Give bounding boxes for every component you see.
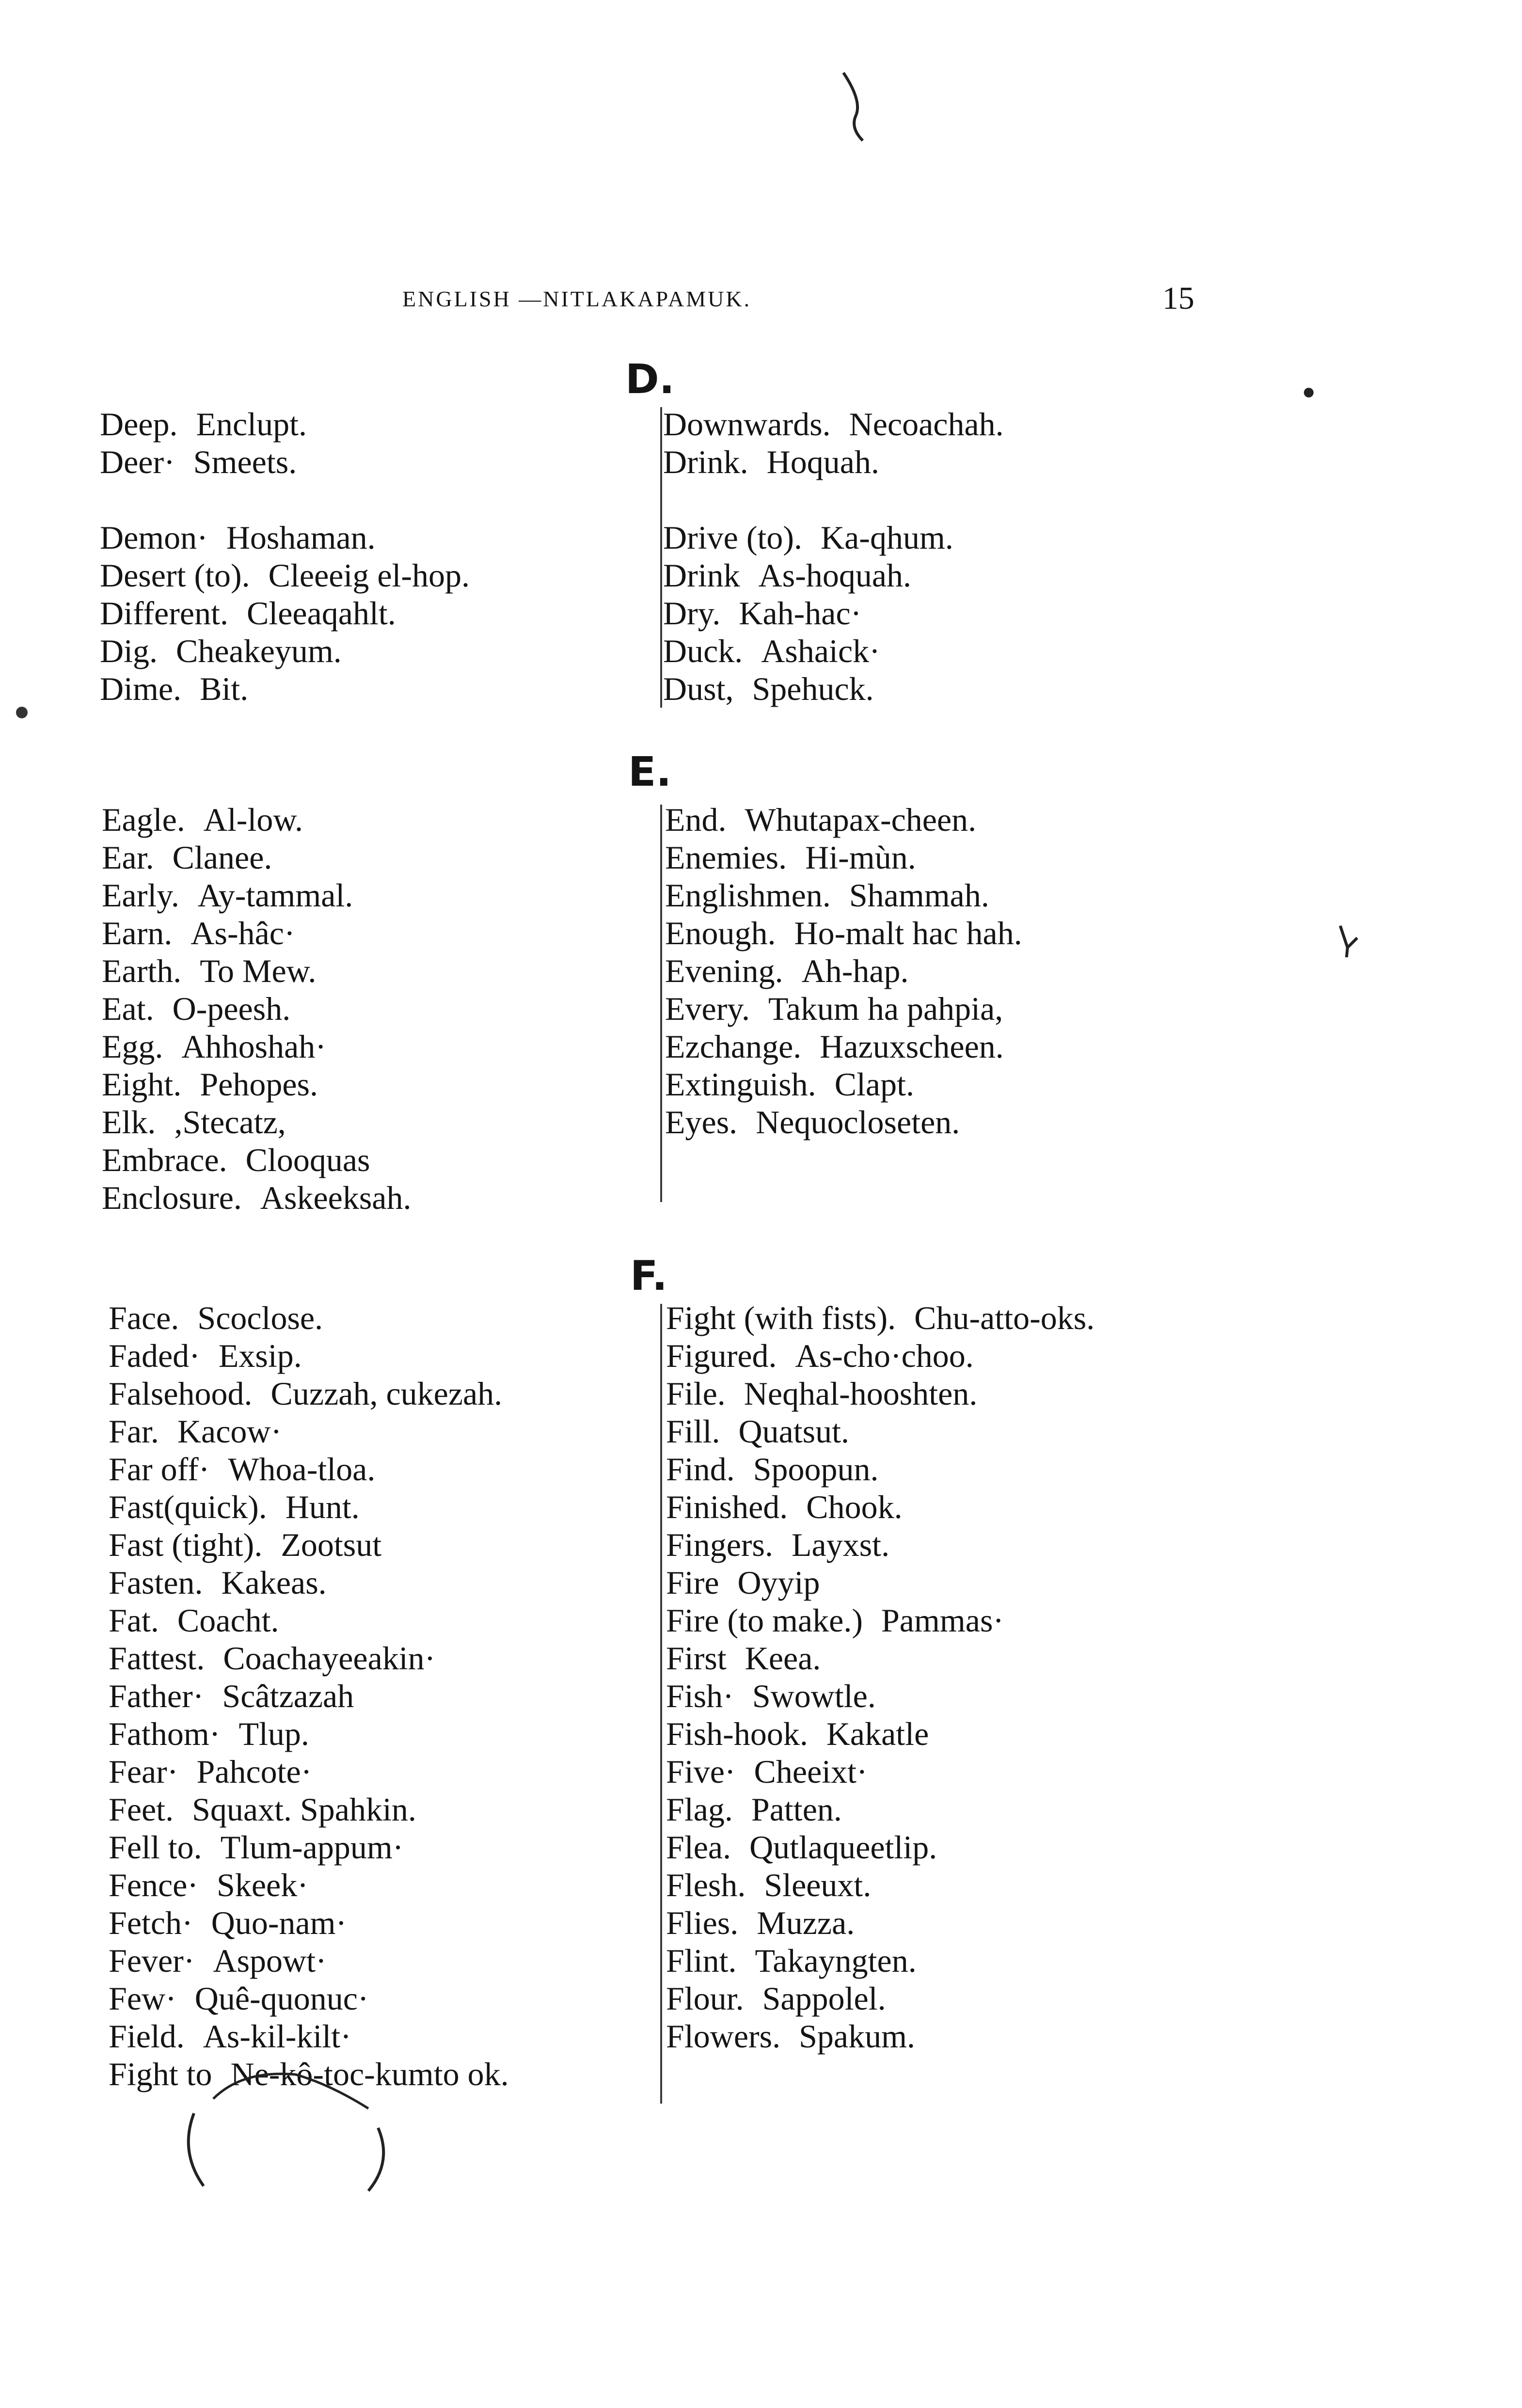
english-word: Eat. [102,990,154,1027]
nitlakapamuk-word: As-hoquah. [758,557,912,594]
nitlakapamuk-word: Hoshaman. [226,519,376,556]
english-word: Fight (with fists). [666,1299,896,1336]
dictionary-entry [100,556,470,594]
nitlakapamuk-word: Cleeeig el-hop. [268,557,470,594]
english-word: Flies. [666,1904,739,1941]
nitlakapamuk-word: Ka-qhum. [821,519,953,556]
english-word: Flea. [666,1829,731,1866]
dictionary-entry [109,1412,509,1450]
dictionary-entry [109,1715,509,1753]
dictionary-entry [102,990,411,1028]
nitlakapamuk-word: Clooquas [245,1141,370,1178]
dictionary-entry [663,519,1004,556]
nitlakapamuk-word: Pehopes. [200,1066,318,1103]
english-word: Enclosure. [102,1179,242,1216]
nitlakapamuk-word: Askeeksah. [260,1179,412,1216]
dictionary-entry [100,632,470,670]
nitlakapamuk-word: Qutlaqueetlip. [749,1829,937,1866]
dictionary-entry [109,2017,509,2055]
dictionary-entry [663,594,1004,632]
dictionary-entry [666,1412,1094,1450]
nitlakapamuk-word: Shammah. [849,877,989,914]
dictionary-entry [102,839,411,876]
english-word: Far. [109,1413,159,1450]
nitlakapamuk-word: Quo-nam· [211,1904,347,1941]
section-e-right-column [665,801,1022,1141]
dictionary-entry [102,1179,411,1217]
english-word: Early. [102,877,179,914]
nitlakapamuk-word: Tlup. [238,1715,309,1752]
english-word: Fingers. [666,1526,773,1563]
english-word: Flag. [666,1791,733,1828]
english-word: Ear. [102,839,154,876]
section-heading-d: D. [625,355,675,403]
nitlakapamuk-word: Spakum. [799,2018,916,2055]
nitlakapamuk-word: To Mew. [200,952,317,989]
dictionary-entry [665,1028,1022,1065]
english-word: Earth. [102,952,182,989]
dictionary-entry [666,1828,1094,1866]
nitlakapamuk-word: Kacow· [177,1413,282,1450]
dictionary-entry [102,1028,411,1065]
nitlakapamuk-word: As-kil-kilt· [203,2018,351,2055]
dictionary-entry [666,1753,1094,1790]
dictionary-entry [102,1065,411,1103]
dictionary-entry [109,1753,509,1790]
nitlakapamuk-word: Pahcote· [196,1753,312,1790]
dictionary-entry [109,1488,509,1526]
column-divider-f [660,1304,662,2104]
nitlakapamuk-word: Hunt. [285,1489,360,1525]
column-divider-e [660,805,662,1202]
english-word: Fight to [109,2056,212,2092]
english-word: Fever· [109,1942,195,1979]
english-word: Evening. [665,952,783,989]
nitlakapamuk-word: Bit. [200,670,249,707]
nitlakapamuk-word: Oyyip [737,1564,820,1601]
dictionary-entry [109,1942,509,1980]
dictionary-entry [665,876,1022,914]
nitlakapamuk-word: Pammas· [881,1602,1004,1639]
nitlakapamuk-word: Layxst. [792,1526,890,1563]
nitlakapamuk-word: Cleeaqahlt. [246,595,396,632]
nitlakapamuk-word: Scoclose. [197,1299,323,1336]
english-word: Finished. [666,1489,788,1525]
dictionary-entry [666,1904,1094,1942]
english-word: Fat. [109,1602,159,1639]
english-word: Drink [663,557,740,594]
english-word: Flesh. [666,1867,746,1903]
nitlakapamuk-word: Whoa-tloa. [228,1451,376,1488]
dictionary-entry [666,1677,1094,1715]
nitlakapamuk-word: Scâtzazah [222,1678,354,1714]
english-word: Fattest. [109,1640,205,1677]
ink-dot [1299,383,1318,402]
nitlakapamuk-word: Chu-atto-oks. [914,1299,1095,1336]
english-word: End. [665,801,727,838]
dictionary-entry [102,801,411,839]
english-word: Fear· [109,1753,178,1790]
english-word: Fasten. [109,1564,203,1601]
english-word: Few· [109,1980,176,2017]
dictionary-entry [666,1299,1094,1337]
dictionary-entry [666,1526,1094,1564]
dictionary-entry [663,556,1004,594]
dictionary-entry [665,914,1022,952]
english-word: Flour. [666,1980,744,2017]
dictionary-entry [666,1375,1094,1412]
english-word: Fire [666,1564,719,1601]
dictionary-entry [665,1065,1022,1103]
english-word: Fill. [666,1413,720,1450]
english-word: Dust, [663,670,734,707]
dictionary-entry [109,1980,509,2017]
nitlakapamuk-word: Smeets. [193,444,297,480]
section-heading-e: E. [628,748,672,795]
handwritten-paren-mark [834,68,872,145]
dictionary-entry [666,1942,1094,1980]
page-number: 15 [1162,281,1194,316]
english-word: Far off· [109,1451,210,1488]
nitlakapamuk-word: Kah-hac· [739,595,862,632]
english-word: Drive (to). [663,519,803,556]
english-word: First [666,1640,727,1677]
english-word: Every. [665,990,750,1027]
nitlakapamuk-word: Clanee. [172,839,272,876]
dictionary-entry [109,1299,509,1337]
nitlakapamuk-word: Patten. [751,1791,842,1828]
dictionary-entry [663,405,1004,443]
nitlakapamuk-word: Squaxt. Spahkin. [192,1791,416,1828]
nitlakapamuk-word: Kakatle [826,1715,929,1752]
nitlakapamuk-word: Ay-tammal. [197,877,353,914]
english-word: Fast (tight). [109,1526,263,1563]
nitlakapamuk-word: Muzza. [757,1904,855,1941]
dictionary-entry [666,1980,1094,2017]
english-word: Egg. [102,1028,163,1065]
nitlakapamuk-word: Hi-mùn. [805,839,916,876]
nitlakapamuk-word: Takum ha pahpia, [768,990,1003,1027]
nitlakapamuk-word: Spoopun. [753,1451,879,1488]
nitlakapamuk-word: As-cho·choo. [795,1337,974,1374]
english-word: Elk. [102,1104,156,1141]
dictionary-entry [665,801,1022,839]
dictionary-entry [100,670,470,708]
english-word: Dry. [663,595,721,632]
nitlakapamuk-word: Quê-quonuc· [194,1980,369,2017]
nitlakapamuk-word: Coachayeeakin· [223,1640,436,1677]
dictionary-entry [100,443,470,481]
dictionary-entry [665,839,1022,876]
running-head: ENGLISH —NITLAKAPAMUK. [402,286,752,311]
nitlakapamuk-word: Cuzzah, cukezah. [270,1375,503,1412]
dictionary-entry [666,1866,1094,1904]
english-word: Five· [666,1753,736,1790]
nitlakapamuk-word: Whutapax-cheen. [745,801,977,838]
margin-blot [10,698,34,727]
margin-scribble [1333,921,1362,960]
english-word: Embrace. [102,1141,227,1178]
english-word: Flowers. [666,2018,781,2055]
nitlakapamuk-word: Clapt. [834,1066,915,1103]
nitlakapamuk-word: ,Stecatz, [174,1104,286,1141]
english-word: Extinguish. [665,1066,816,1103]
nitlakapamuk-word: Ne-kô-toc-kumto ok. [230,2056,509,2092]
dictionary-entry [666,1337,1094,1375]
dictionary-entry [663,481,1004,519]
dictionary-entry [665,952,1022,990]
dictionary-entry [665,990,1022,1028]
english-word: Dime. [100,670,182,707]
nitlakapamuk-word: Sleeuxt. [764,1867,872,1903]
nitlakapamuk-word: Skeek· [217,1867,308,1903]
nitlakapamuk-word: Hoquah. [766,444,879,480]
dictionary-entry [109,1601,509,1639]
nitlakapamuk-word: Takayngten. [755,1942,917,1979]
english-word: Fish· [666,1678,734,1714]
nitlakapamuk-word: Keea. [745,1640,821,1677]
english-word: Fathom· [109,1715,221,1752]
english-word: Fence· [109,1867,199,1903]
english-word: Enough. [665,915,776,951]
dictionary-entry [109,1866,509,1904]
dictionary-entry [109,1828,509,1866]
nitlakapamuk-word: Coacht. [177,1602,279,1639]
nitlakapamuk-word: Kakeas. [221,1564,327,1601]
dictionary-entry [109,1677,509,1715]
nitlakapamuk-word: Cheeixt· [754,1753,868,1790]
nitlakapamuk-word: Exsip. [218,1337,302,1374]
dictionary-entry [666,1450,1094,1488]
nitlakapamuk-word: Enclupt. [196,406,307,443]
nitlakapamuk-word: Necoachah. [849,406,1004,443]
nitlakapamuk-word: Ahhoshah· [181,1028,326,1065]
handwritten-bracket-mark [184,2055,417,2201]
english-word: Field. [109,2018,185,2055]
dictionary-entry [666,1564,1094,1601]
section-heading-f: F. [630,1252,667,1299]
nitlakapamuk-word: Ah-hap. [801,952,909,989]
dictionary-entry [109,1450,509,1488]
english-word: Flint. [666,1942,737,1979]
section-d-right-column [663,405,1004,708]
english-word: Eight. [102,1066,182,1103]
english-word: Deep. [100,406,178,443]
english-word: Deer· [100,444,175,480]
dictionary-entry [666,1639,1094,1677]
dictionary-entry [100,405,470,443]
column-divider-d [660,407,662,708]
english-word: Father· [109,1678,204,1714]
nitlakapamuk-word: Aspowt· [213,1942,327,1979]
english-word: Fast(quick). [109,1489,267,1525]
english-word: Figured. [666,1337,777,1374]
english-word: Find. [666,1451,735,1488]
dictionary-entry [663,632,1004,670]
section-d-left-column [100,405,470,708]
nitlakapamuk-word: Chook. [806,1489,903,1525]
english-word: Fire (to make.) [666,1602,863,1639]
section-f-left-column [109,1299,509,2093]
dictionary-entry [666,1790,1094,1828]
dictionary-entry [100,594,470,632]
dictionary-entry [109,1337,509,1375]
english-word: Fetch· [109,1904,193,1941]
nitlakapamuk-word: Neqhal-hooshten. [744,1375,978,1412]
nitlakapamuk-word: Swowtle. [752,1678,876,1714]
english-word: Duck. [663,633,743,669]
dictionary-entry [109,1526,509,1564]
dictionary-entry [100,481,470,519]
english-word: File. [666,1375,726,1412]
nitlakapamuk-word: O-peesh. [172,990,291,1027]
english-word: Eyes. [665,1104,738,1141]
nitlakapamuk-word: Quatsut. [738,1413,850,1450]
dictionary-entry [102,914,411,952]
english-word: Englishmen. [665,877,831,914]
dictionary-entry [109,1564,509,1601]
dictionary-entry [666,2017,1094,2055]
dictionary-entry [666,1601,1094,1639]
dictionary-entry [109,1639,509,1677]
english-word: Feet. [109,1791,174,1828]
english-word: Eagle. [102,801,185,838]
english-word: Fish-hook. [666,1715,808,1752]
dictionary-entry [100,519,470,556]
english-word: Desert (to). [100,557,250,594]
dictionary-entry [102,876,411,914]
section-e-left-column [102,801,411,1217]
nitlakapamuk-word: Nequocloseten. [756,1104,960,1141]
dictionary-entry [666,1488,1094,1526]
english-word: Demon· [100,519,208,556]
nitlakapamuk-word: Hazuxscheen. [820,1028,1004,1065]
dictionary-entry [102,1141,411,1179]
dictionary-entry [663,443,1004,481]
nitlakapamuk-word: Ashaick· [761,633,880,669]
dictionary-entry [665,1103,1022,1141]
dictionary-entry [109,1375,509,1412]
nitlakapamuk-word: Al-low. [203,801,303,838]
english-word: Fell to. [109,1829,202,1866]
english-word: Downwards. [663,406,831,443]
nitlakapamuk-word: Ho-malt hac hah. [794,915,1022,951]
english-word: Dig. [100,633,158,669]
english-word: Ezchange. [665,1028,802,1065]
nitlakapamuk-word: As-hâc· [190,915,295,951]
english-word: Face. [109,1299,179,1336]
english-word: Earn. [102,915,173,951]
dictionary-entry [666,1715,1094,1753]
dictionary-entry [102,952,411,990]
dictionary-entry [663,670,1004,708]
nitlakapamuk-word: Tlum-appum· [220,1829,404,1866]
english-word: Enemies. [665,839,787,876]
english-word: Different. [100,595,228,632]
nitlakapamuk-word: Sappolel. [762,1980,886,2017]
dictionary-entry [109,1790,509,1828]
english-word: Faded· [109,1337,200,1374]
nitlakapamuk-word: Spehuck. [752,670,874,707]
dictionary-entry [102,1103,411,1141]
nitlakapamuk-word: Zootsut [281,1526,382,1563]
section-f-right-column [666,1299,1094,2055]
english-word: Falsehood. [109,1375,253,1412]
nitlakapamuk-word: Cheakeyum. [176,633,342,669]
dictionary-entry [109,1904,509,1942]
english-word: Drink. [663,444,748,480]
